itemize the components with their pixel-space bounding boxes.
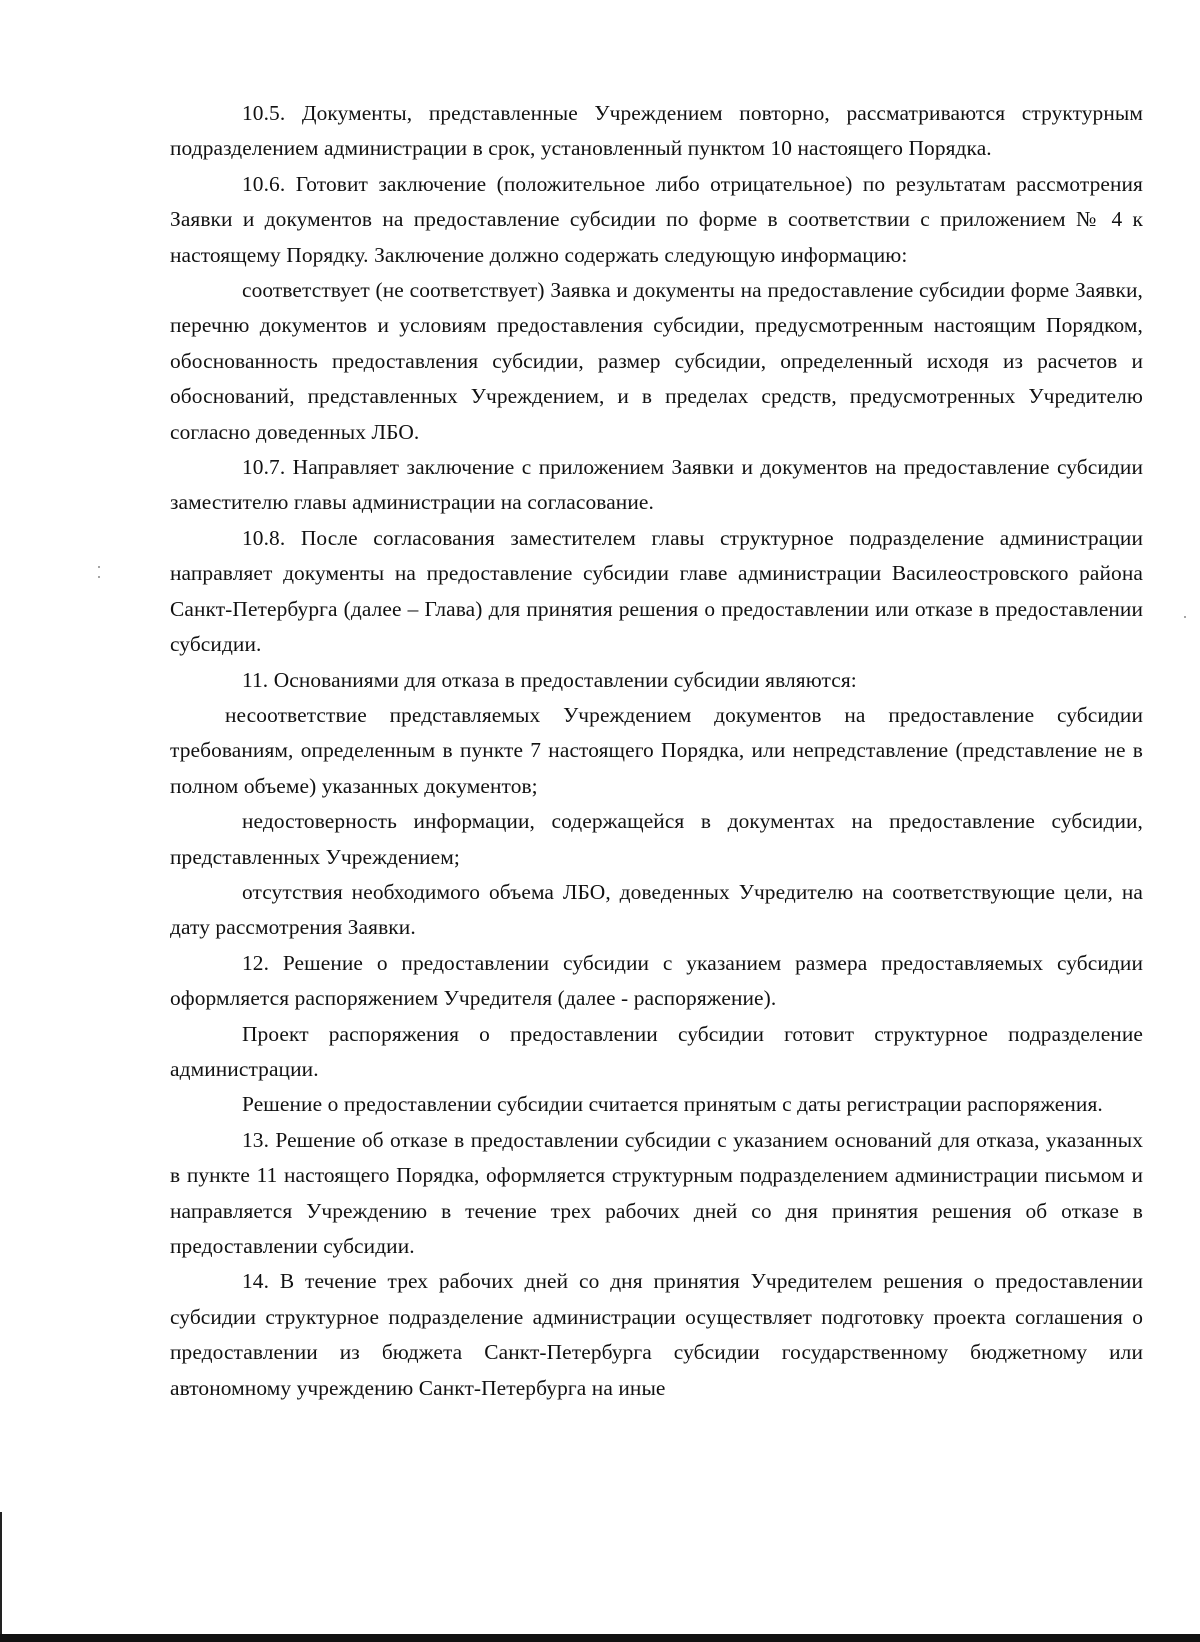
- paragraph-14: 14. В течение трех рабочих дней со дня принятия Учредителем решения о предоставлении субсидии структурное подразделение администрации осуществляет подготовку проекта соглашения о предоставлении из бюджета Санкт-Петербурга субсидии государственному бюджетному или автономному учреждению Санкт-Петербурга на иные: [170, 1269, 1143, 1400]
- scan-artifact-dot: [98, 576, 100, 578]
- paragraph-12-decision: Решение о предоставлении субсидии считается принятым с даты регистрации распоряжения.: [242, 1092, 1103, 1117]
- paragraph-11: 11. Основаниями для отказа в предоставлении субсидии являются:: [242, 667, 857, 692]
- document-page: [170, 96, 1143, 1406]
- scan-edge-left: [0, 1512, 2, 1642]
- scan-edge-bottom: [0, 1634, 1200, 1642]
- paragraph-12: 12. Решение о предоставлении субсидии с указанием размера предоставляемых субсидии оформляется распоряжением Учредителя (далее - распоряжение).: [170, 950, 1143, 1011]
- scan-artifact-dot: [98, 566, 100, 568]
- paragraph-10-6-conclusion-content: соответствует (не соответствует) Заявка и документы на предоставление субсидии форме Заявки, перечню документов и условиям предоставления субсидии, предусмотренным настоящим Порядком, обоснованность предоставления субсидии, размер субсидии, определенный исходя из расчетов и обоснований, представленных Учреждением, и в пределах средств, предусмотренных Учредителю согласно доведенных ЛБО.: [170, 278, 1143, 444]
- paragraph-10-8: 10.8. После согласования заместителем главы структурное подразделение администрации направляет документы на предоставление субсидии главе администрации Василеостровского района Санкт-Петербурга (далее – Глава) для принятия решения о предоставлении или отказе в предоставлении субсидии.: [170, 525, 1143, 657]
- scan-artifact-dot: [1184, 616, 1186, 618]
- paragraph-11-ground-2: недостоверность информации, содержащейся в документах на предоставление субсидии, представленных Учреждением;: [170, 809, 1143, 869]
- paragraph-10-5: 10.5. Документы, представленные Учреждением повторно, рассматриваются структурным подразделением администрации в срок, установленный пунктом 10 настоящего Порядка.: [170, 101, 1143, 161]
- paragraph-11-ground-1: несоответствие представляемых Учреждением документов на предоставление субсидии требованиям, определенным в пункте 7 настоящего Порядка, или непредставление (представление не в полном объеме) указанных документов;: [170, 702, 1143, 798]
- paragraph-10-7: 10.7. Направляет заключение с приложением Заявки и документов на предоставление субсидии заместителю главы администрации на согласование.: [170, 455, 1143, 515]
- paragraph-10-6: 10.6. Готовит заключение (положительное либо отрицательное) по результатам рассмотрения Заявки и документов на предоставление субсидии по форме в соответствии с приложением № 4 к настоящему Порядку. Заключение должно содержать следующую информацию:: [170, 171, 1143, 267]
- paragraph-13: 13. Решение об отказе в предоставлении субсидии с указанием оснований для отказа, указанных в пункте 11 настоящего Порядка, оформляется структурным подразделением администрации письмом и направляется Учреждению в течение трех рабочих дней со дня принятия решения об отказе в предоставлении субсидии.: [170, 1127, 1143, 1258]
- paragraph-11-ground-3: отсутствия необходимого объема ЛБО, доведенных Учредителю на соответствующие цели, на дату рассмотрения Заявки.: [170, 879, 1143, 940]
- paragraph-12-draft: Проект распоряжения о предоставлении субсидии готовит структурное подразделение администрации.: [170, 1021, 1143, 1081]
